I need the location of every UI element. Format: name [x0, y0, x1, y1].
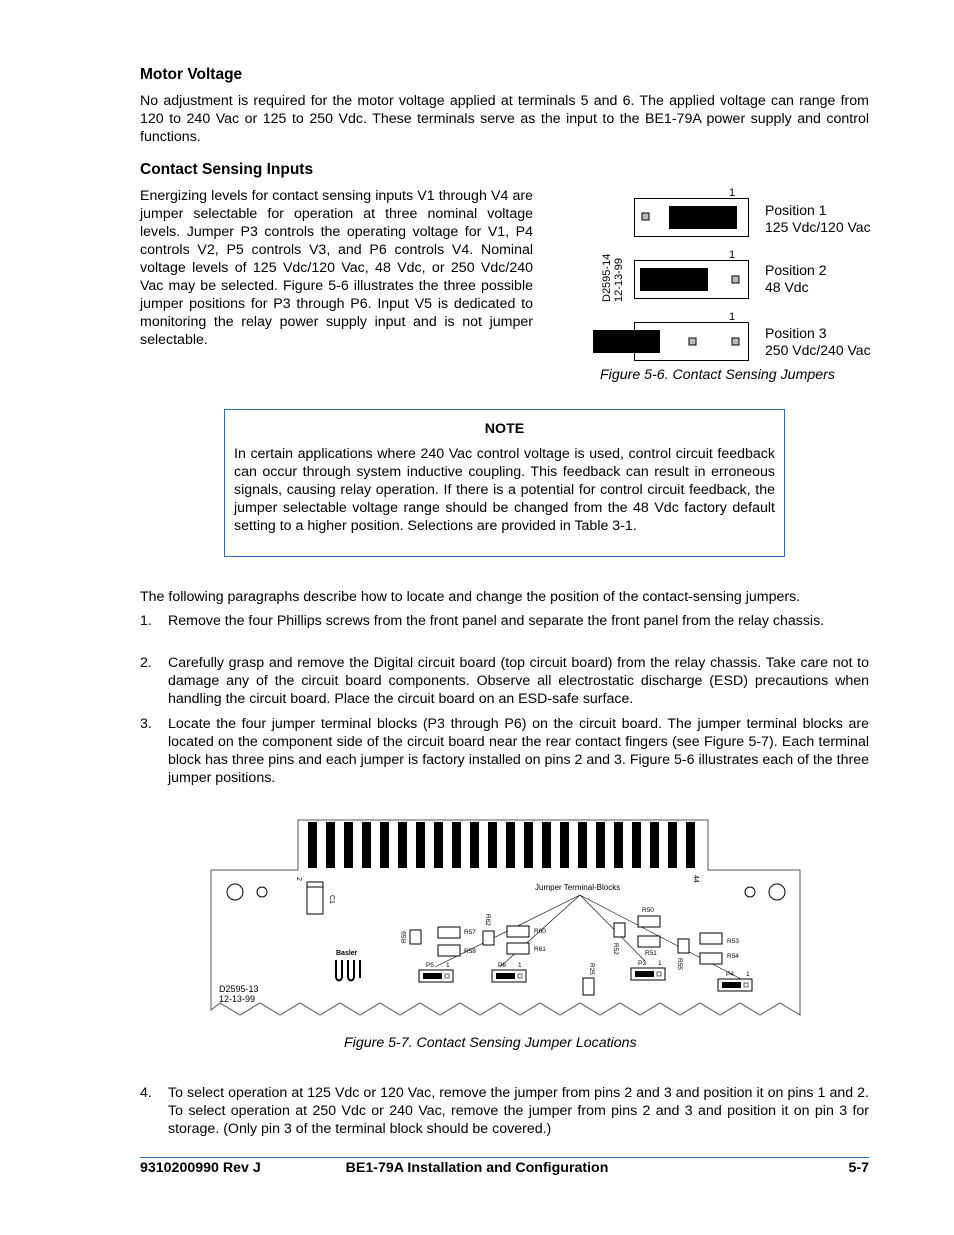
resistor-r53 [700, 933, 722, 944]
svg-text:P5: P5 [426, 962, 434, 969]
svg-text:P3: P3 [638, 960, 646, 967]
contact-finger [416, 822, 425, 868]
step-3-number: 3. [140, 716, 152, 732]
contact-finger [524, 822, 533, 868]
r54-label: R54 [727, 953, 739, 960]
pin [642, 213, 649, 220]
jumper-terminal-blocks-label: Jumper Terminal-Blocks [535, 883, 621, 892]
mounting-hole [227, 884, 243, 900]
contact-sensing-paragraph: Energizing levels for contact sensing inputs V1 through V4 are jumper selectable for operation at three nominal voltage levels. Jumper P3 controls the operating voltage for V1, P4 controls V2, P5 controls V3, and P6 controls V4. Nominal voltage levels of 125 Vdc/120 Vac, 48 Vdc, or 250 Vdc/240 Vac may be selected. Figure 5-6 illustrates the three possible jumper positions for P3 through P6. Input V5 is dedicated to monitoring the relay power supply input and is not jumper selectable. [140, 188, 533, 348]
position-1-name: Position 1 [765, 202, 827, 218]
step-2-number: 2. [140, 655, 152, 671]
mounting-hole [769, 884, 785, 900]
position-3-value: 250 Vdc/240 Vac [765, 342, 871, 358]
contact-finger [560, 822, 569, 868]
pin-1-label: 1 [729, 187, 736, 199]
resistor-r58 [438, 945, 460, 956]
position-2-value: 48 Vdc [765, 279, 809, 295]
c1-label: C1 [328, 895, 335, 904]
mounting-hole [257, 887, 267, 897]
fig56-drawing-id: D2595-14 [601, 253, 613, 302]
contact-finger [434, 822, 443, 868]
step-3-text: Locate the four jumper terminal blocks (P3 through P6) on the circuit board. The jumper terminal blocks are located on the component side of the circuit board near the rear contact fingers (see Figure 5-7). Each terminal block has three pins and each jumper is factory installed on pins 2 and 3. Figure 5-6 illustrates each of the three jumper positions. [168, 716, 869, 786]
jumper-shunt [593, 330, 660, 353]
pin-44-label: 44 [692, 875, 699, 883]
r59-label: R59 [401, 931, 408, 943]
pin [732, 338, 739, 345]
figure-5-6-caption: Figure 5-6. Contact Sensing Jumpers [600, 367, 835, 383]
resistor-r57 [438, 927, 460, 938]
fig57-drawing-date: 12-13-99 [219, 994, 256, 1004]
figure-5-6-jumper-diagram [585, 180, 885, 365]
resistor-r60 [507, 926, 529, 937]
contact-finger [578, 822, 587, 868]
contact-finger [470, 822, 479, 868]
step-4-text: To select operation at 125 Vdc or 120 Vac, remove the jumper from pins 2 and 3 and position it on pins 1 and 2. To select operation at 250 Vdc or 240 Vac, remove the jumper from pins 2 and 3 and position it on pin 3 for storage. (Only pin 3 of the terminal block should be covered.) [168, 1085, 869, 1137]
pin [689, 338, 696, 345]
resistor-r62 [483, 931, 494, 945]
r55-label: R55 [676, 958, 683, 970]
resistor-r52 [614, 923, 625, 937]
contact-finger [308, 822, 317, 868]
pin-1-label: 1 [729, 249, 736, 261]
svg-text:1: 1 [518, 962, 522, 969]
resistor-r61 [507, 943, 529, 954]
basler-brand: Basler [336, 950, 358, 957]
motor-voltage-paragraph: No adjustment is required for the motor voltage applied at terminals 5 and 6. The applied voltage can range from 120 to 240 Vac or 125 to 250 Vdc. These terminals serve as the input to the BE1-79A power supply and control functions. [140, 93, 869, 145]
heading-contact-sensing: Contact Sensing Inputs [140, 161, 314, 178]
svg-text:1: 1 [446, 962, 450, 969]
r61-label: R61 [534, 946, 546, 953]
contact-finger [596, 822, 605, 868]
position-3-name: Position 3 [765, 325, 827, 341]
contact-finger [362, 822, 371, 868]
contact-finger [380, 822, 389, 868]
r25-label: R25 [588, 963, 595, 975]
footer-page-number: 5-7 [848, 1160, 869, 1176]
pin-2-label: 2 [295, 877, 302, 881]
step-1-text: Remove the four Phillips screws from the front panel and separate the front panel from the relay chassis. [168, 613, 825, 629]
contact-finger [344, 822, 353, 868]
fig56-drawing-date: 12-13-99 [613, 257, 625, 302]
procedure-intro: The following paragraphs describe how to locate and change the position of the contact-sensing jumpers. [140, 589, 801, 605]
r52-label: R52 [612, 943, 619, 955]
step-1-number: 1. [140, 613, 152, 629]
resistor-r50 [638, 916, 660, 927]
heading-motor-voltage: Motor Voltage [140, 66, 243, 83]
contact-finger [452, 822, 461, 868]
r58-label: R58 [464, 948, 476, 955]
pin-1-label: 1 [729, 311, 736, 323]
footer-rule [140, 1157, 869, 1158]
contact-finger [326, 822, 335, 868]
footer-doc-number: 9310200990 Rev J [140, 1160, 261, 1176]
step-4-number: 4. [140, 1085, 152, 1101]
svg-text:P4: P4 [726, 971, 734, 978]
resistor-r55 [678, 939, 689, 953]
note-box [224, 409, 785, 557]
figure-5-7-circuit-board [205, 815, 810, 1030]
fig57-drawing-id: D2595-13 [219, 984, 259, 994]
contact-finger [542, 822, 551, 868]
contact-finger [488, 822, 497, 868]
contact-finger [668, 822, 677, 868]
r51-label: R51 [645, 950, 657, 957]
footer-title: BE1-79A Installation and Configuration [345, 1160, 609, 1176]
resistor-r59 [410, 930, 421, 944]
jumper-shunt [640, 268, 708, 291]
r60-label: R60 [534, 928, 546, 935]
contact-finger [614, 822, 623, 868]
contact-finger [398, 822, 407, 868]
figure-5-7-caption: Figure 5-7. Contact Sensing Jumper Locations [344, 1035, 637, 1051]
board-outline [211, 820, 800, 1015]
note-title: NOTE [484, 421, 525, 437]
resistor-r51 [638, 936, 660, 947]
note-text: In certain applications where 240 Vac control voltage is used, control circuit feedback can occur through system inductive coupling. This feedback can result in erroneous signals, causing relay operation. If there is a potential for control circuit feedback, the jumper selectable voltage range should be changed from the 48 Vdc factory default setting to a higher position. Selections are provided in Table 3-1. [234, 446, 775, 534]
svg-text:P6: P6 [498, 962, 506, 969]
svg-text:1: 1 [746, 971, 750, 978]
position-2-name: Position 2 [765, 262, 827, 278]
svg-text:1: 1 [658, 960, 662, 967]
r57-label: R57 [464, 929, 476, 936]
resistor-r25 [583, 978, 594, 995]
contact-finger [686, 822, 695, 868]
jumper-shunt [669, 206, 737, 229]
r62-label: R62 [484, 914, 491, 926]
contact-finger [632, 822, 641, 868]
r50-label: R50 [642, 907, 654, 914]
resistor-r54 [700, 953, 722, 964]
contact-finger [506, 822, 515, 868]
pin [732, 276, 739, 283]
position-1-value: 125 Vdc/120 Vac [765, 219, 871, 235]
mounting-hole [745, 887, 755, 897]
step-2-text: Carefully grasp and remove the Digital circuit board (top circuit board) from the relay chassis. Take care not to damage any of the circuit board components. Observe all electrostatic discharge (ESD) precautions when handling the circuit board. Place the circuit board on an ESD-safe surface. [168, 655, 869, 707]
r53-label: R53 [727, 938, 739, 945]
contact-finger [650, 822, 659, 868]
